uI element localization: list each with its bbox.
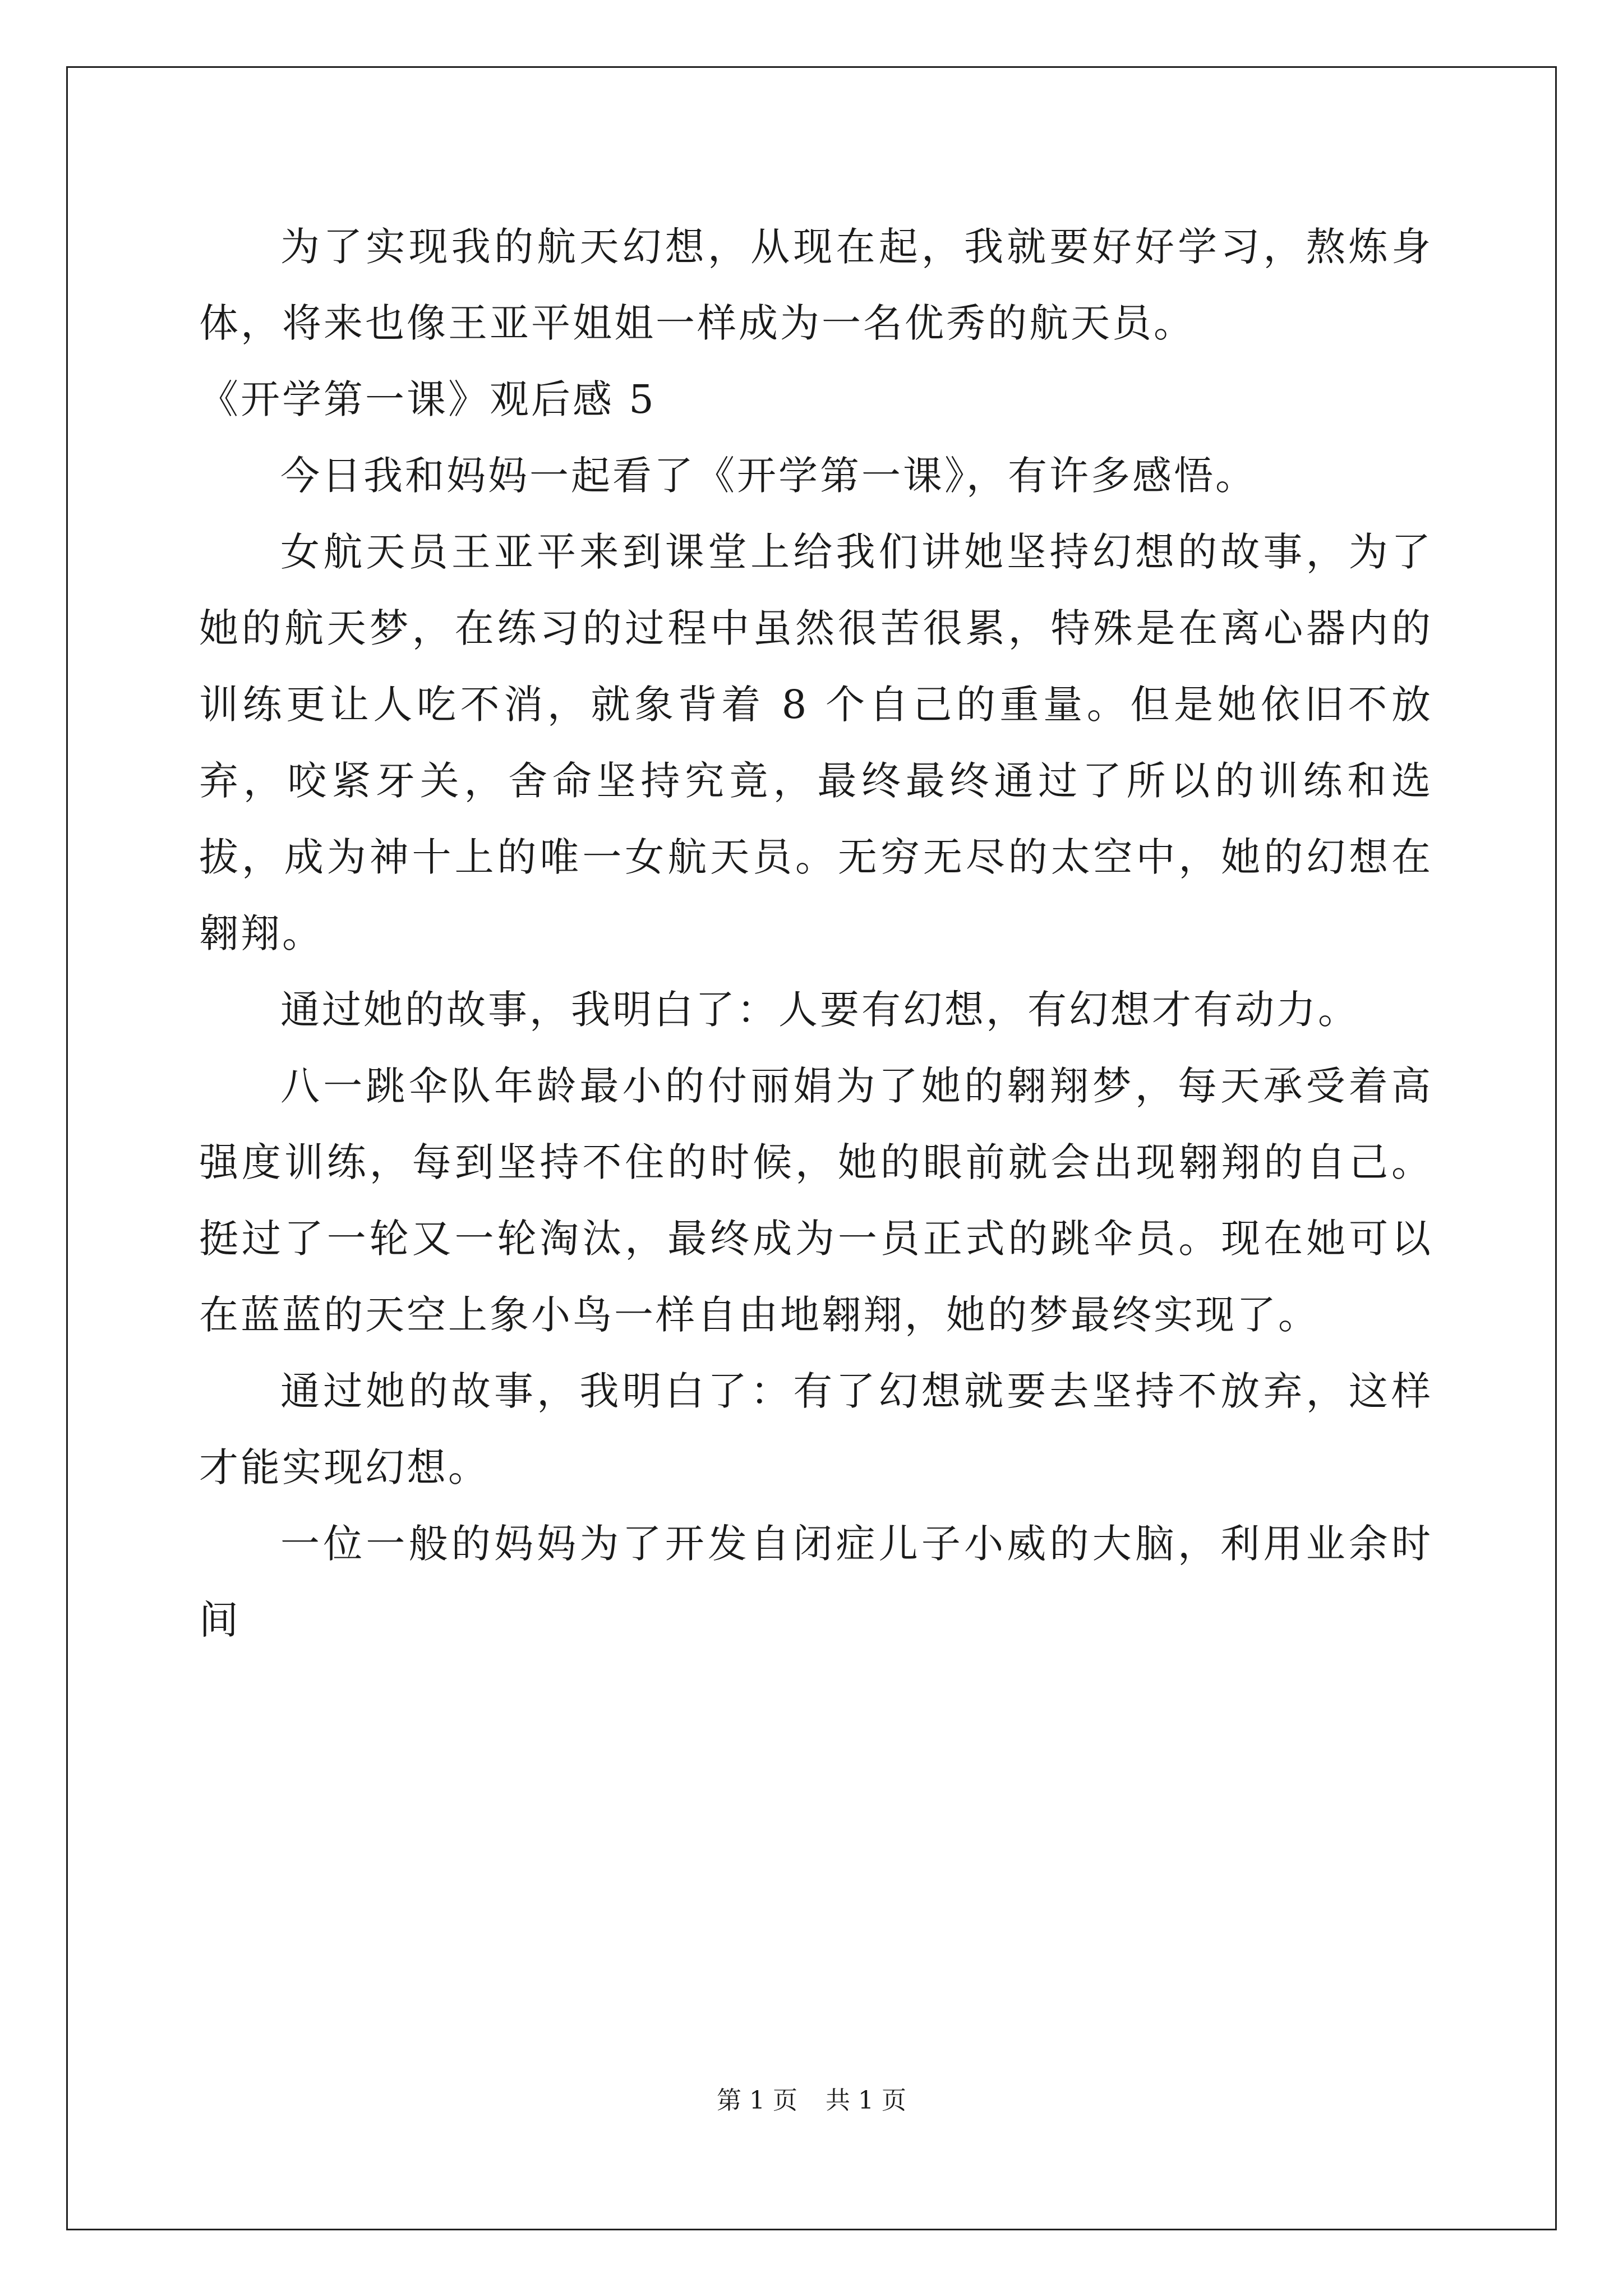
paragraph: 女航天员王亚平来到课堂上给我们讲她坚持幻想的故事，为了她的航天梦，在练习的过程中虽然很苦很累，特殊是在离心器内的训练更让人吃不消，就象背着 8 个自己的重量。但是她依旧不放弃，咬紧牙关，舍命坚持究竟，最终最终通过了所以的训练和选拔，成为神十上的唯一女航天员。无穷无尽的太空中，她的幻想在翱翔。 (199, 529, 1433, 956)
paragraph: 为了实现我的航天幻想，从现在起，我就要好好学习，熬炼身体，将来也像王亚平姐姐一样成为一名优秀的航天员。 (199, 224, 1433, 346)
page-total: 共 1 页 (826, 2086, 906, 2115)
document-body (199, 209, 1433, 1658)
paragraph: 八一跳伞队年龄最小的付丽娟为了她的翱翔梦，每天承受着高强度训练，每到坚持不住的时候，她的眼前就会出现翱翔的自己。挺过了一轮又一轮淘汰，最终成为一员正式的跳伞员。现在她可以在蓝蓝的天空上象小鸟一样自由地翱翔，她的梦最终实现了。 (199, 1063, 1433, 1338)
section-heading: 《开学第一课》观后感 5 (199, 376, 656, 422)
paragraph: 一位一般的妈妈为了开发自闭症儿子小威的大脑，利用业余时间 (199, 1521, 1433, 1643)
paragraph: 通过她的故事，我明白了：人要有幻想，有幻想才有动力。 (280, 987, 1359, 1033)
paragraph: 今日我和妈妈一起看了《开学第一课》，有许多感悟。 (280, 453, 1257, 499)
page-footer (0, 2084, 1623, 2118)
page-number: 第 1 页 (717, 2086, 797, 2115)
paragraph: 通过她的故事，我明白了：有了幻想就要去坚持不放弃，这样才能实现幻想。 (199, 1368, 1433, 1490)
